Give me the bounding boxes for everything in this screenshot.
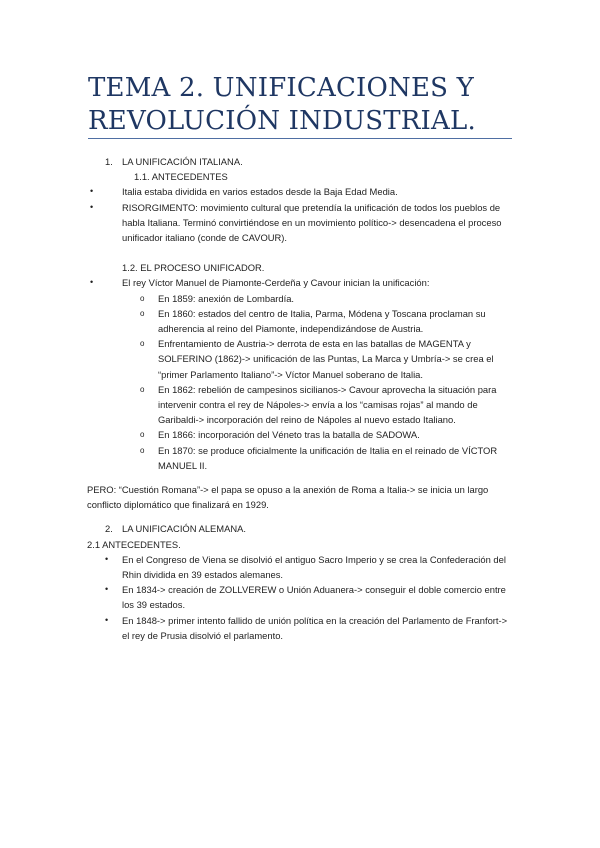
section-2-heading-text: LA UNIFICACIÓN ALEMANA. <box>122 523 246 535</box>
section-1-number: 1. <box>105 156 113 167</box>
circle-bullet-icon: o <box>140 384 145 394</box>
spacer <box>88 512 512 521</box>
sub-list-text: En 1870: se produce oficialmente la unificación de Italia en el reinado de VÍCTOR MANUEL II. <box>158 444 498 471</box>
sub-list-item <box>88 427 512 442</box>
subsection-2-1: 2.1 ANTECEDENTES. <box>87 538 181 550</box>
bullet-text: En 1834-> creación de ZOLLVEREW o Unión Aduanera-> conseguir el doble comercio entre los 39 estados. <box>122 584 506 611</box>
bullet-icon: • <box>105 584 109 595</box>
document-body <box>88 154 512 643</box>
bullet-icon: • <box>90 277 94 288</box>
list-item <box>88 552 512 582</box>
section-1-heading-text: LA UNIFICACIÓN ITALIANA. <box>122 156 243 167</box>
note-paragraph: PERO: “Cuestión Romana”-> el papa se opuso a la anexión de Roma a Italia-> se inicia un largo conflicto diplomático que finalizará en 1929. <box>87 484 489 511</box>
sub-list-text: En 1866: incorporación del Véneto tras la batalla de SADOWA. <box>158 429 420 441</box>
bullet-icon: • <box>105 553 109 564</box>
page-title: TEMA 2. UNIFICACIONES Y REVOLUCIÓN INDUSTRIAL. <box>88 73 476 136</box>
list-item <box>88 275 512 290</box>
subsection-1-1: 1.1. ANTECEDENTES <box>134 171 228 183</box>
spacer <box>88 473 512 482</box>
list-item <box>88 184 512 199</box>
sub-list-text: En 1859: anexión de Lombardía. <box>158 292 295 304</box>
list-item <box>88 582 512 612</box>
section-1-heading <box>88 154 512 169</box>
circle-bullet-icon: o <box>140 308 145 318</box>
list-item <box>88 613 512 643</box>
bullet-text: En 1848-> primer intento fallido de unión política en la creación del Parlamento de Franfort-> el rey de Prusia disolvió el parlamento. <box>122 614 508 641</box>
subsection-1-2: 1.2. EL PROCESO UNIFICADOR. <box>122 262 265 274</box>
spacer <box>88 245 512 260</box>
section-2-number: 2. <box>105 523 113 535</box>
sub-list-text: En 1860: estados del centro de Italia, Parma, Módena y Toscana proclaman su adherencia al reino del Piamonte, independizándose de Austria. <box>158 307 486 335</box>
sub-list-item <box>88 291 512 306</box>
bullet-icon: • <box>90 186 94 197</box>
sub-list-item <box>88 443 512 473</box>
sub-list-item <box>88 336 512 382</box>
sub-list-text: Enfrentamiento de Austria-> derrota de esta en las batallas de MAGENTA y SOLFERINO (1862)-> unificación de las Puntas, La Marca y Umbría-> se crea el “primer Parlamento Italiano”-> Víctor Manuel soberano de Italia. <box>158 338 494 380</box>
bullet-text: Italia estaba dividida en varios estados desde la Baja Edad Media. <box>122 186 398 198</box>
sub-list-item <box>88 306 512 336</box>
circle-bullet-icon: o <box>140 339 145 349</box>
list-item <box>88 200 512 246</box>
bullet-text: RISORGIMENTO: movimiento cultural que pretendía la unificación de todos los pueblos de habla Italiana. Terminó convirtiéndose en un movimiento político-> desencadena el proceso unificador italiano (conde de CAVOUR). <box>122 201 502 244</box>
section-2-heading <box>88 521 512 536</box>
circle-bullet-icon: o <box>140 293 145 303</box>
bullet-icon: • <box>90 201 94 212</box>
circle-bullet-icon: o <box>140 430 145 440</box>
circle-bullet-icon: o <box>140 445 145 455</box>
bullet-text: En el Congreso de Viena se disolvió el antiguo Sacro Imperio y se crea la Confederación del Rhin dividida en 39 estados alemanes. <box>122 553 506 581</box>
sub-list-text: En 1862: rebelión de campesinos sicilianos-> Cavour aprovecha la situación para intervenir contra el rey de Nápoles-> envía a los “camisas rojas” al mando de Garibaldi-> incorporación del reino de Nápoles al nuevo estado Italiano. <box>158 383 497 426</box>
bullet-icon: • <box>105 614 109 625</box>
sub-list-item <box>88 382 512 428</box>
bullet-text: El rey Víctor Manuel de Piamonte-Cerdeña y Cavour inician la unificación: <box>122 277 430 289</box>
title-underline <box>88 138 512 139</box>
